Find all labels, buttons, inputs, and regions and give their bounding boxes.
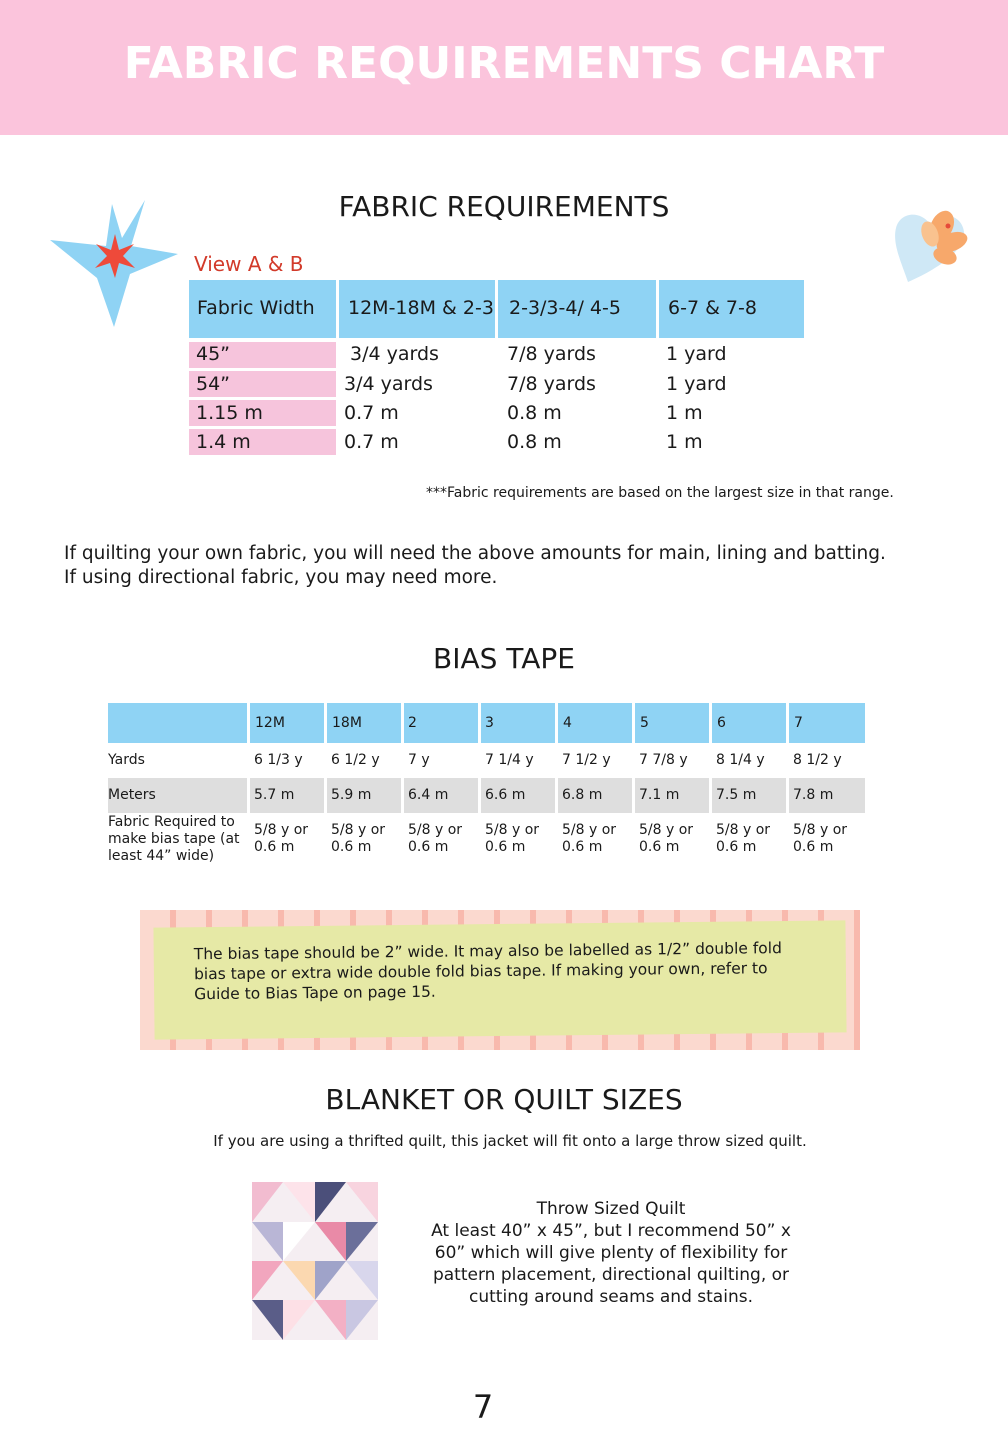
fabric-value-cell: 3/4 yards — [350, 343, 439, 365]
table-divider — [786, 778, 789, 813]
fabric-value-cell: 0.8 m — [507, 402, 562, 424]
bias-fabric-cell: 5/8 y or 0.6 m — [639, 822, 694, 855]
bias-row-label: Fabric Required to — [108, 814, 235, 830]
bias-yards-cell: 7 1/4 y — [485, 752, 534, 768]
fabric-value-cell: 7/8 yards — [507, 373, 596, 395]
bias-header-label: 3 — [485, 715, 494, 731]
fabric-header-label: 6-7 & 7-8 — [668, 297, 757, 319]
quilting-paragraph-line: If using directional fabric, you may need more. — [64, 567, 498, 588]
bias-header-label: 2 — [408, 715, 417, 731]
bias-row-label: Meters — [108, 787, 156, 803]
bias-row-label: make bias tape (at — [108, 831, 240, 847]
bias-header-cell — [558, 703, 632, 743]
bias-fabric-cell: 5/8 y or 0.6 m — [331, 822, 386, 855]
bias-header-label: 6 — [717, 715, 726, 731]
bias-meters-cell: 6.6 m — [485, 787, 526, 803]
bias-header-label: 18M — [332, 715, 362, 731]
bias-tape-title: BIAS TAPE — [433, 642, 575, 675]
table-divider — [709, 778, 712, 813]
quilt-sizes-title: BLANKET OR QUILT SIZES — [325, 1083, 683, 1116]
bias-row-label: Yards — [108, 752, 145, 768]
throw-line: At least 40” x 45”, but I recommend 50” x — [431, 1221, 791, 1241]
fabric-width-cell: 1.15 m — [196, 402, 263, 424]
bias-header-cell — [108, 703, 247, 743]
bias-yards-cell: 7 y — [408, 752, 430, 768]
bias-header-label: 4 — [563, 715, 572, 731]
page-number: 7 — [472, 1388, 494, 1426]
fabric-requirements-title: FABRIC REQUIREMENTS — [338, 190, 670, 223]
callout-line: The bias tape should be 2” wide. It may also be labelled as 1/2” double fold — [193, 939, 782, 964]
fabric-value-cell: 1 yard — [666, 373, 727, 395]
fabric-value-cell: 0.7 m — [344, 431, 399, 453]
bias-meters-cell: 6.8 m — [562, 787, 603, 803]
throw-line: Throw Sized Quilt — [536, 1199, 686, 1219]
bias-header-cell — [404, 703, 478, 743]
bias-header-cell — [327, 703, 401, 743]
view-label: View A & B — [194, 252, 304, 276]
throw-line: cutting around seams and stains. — [469, 1287, 753, 1307]
bias-fabric-cell: 5/8 y or 0.6 m — [716, 822, 771, 855]
fabric-width-cell: 45” — [196, 343, 231, 365]
bias-meters-cell: 7.8 m — [793, 787, 834, 803]
fabric-value-cell: 7/8 yards — [507, 343, 596, 365]
bias-meters-cell: 5.7 m — [254, 787, 295, 803]
table-divider — [555, 778, 558, 813]
callout-line: bias tape or extra wide double fold bias tape. If making your own, refer to — [193, 959, 768, 984]
fabric-value-cell: 1 yard — [666, 343, 727, 365]
fabric-width-cell: 1.4 m — [196, 431, 251, 453]
bias-header-cell — [481, 703, 555, 743]
bias-meters-cell: 6.4 m — [408, 787, 449, 803]
bias-yards-cell: 8 1/4 y — [716, 752, 765, 768]
bias-yards-cell: 8 1/2 y — [793, 752, 842, 768]
bias-fabric-cell: 5/8 y or 0.6 m — [485, 822, 540, 855]
table-divider — [247, 778, 250, 813]
throw-line: pattern placement, directional quilting, or — [432, 1265, 790, 1285]
bias-fabric-cell: 5/8 y or 0.6 m — [254, 822, 309, 855]
table-divider — [401, 778, 404, 813]
quilt-image — [252, 1182, 378, 1340]
throw-line: 60” which will give plenty of flexibility for — [434, 1243, 788, 1263]
quilting-paragraph-line: If quilting your own fabric, you will need the above amounts for main, lining and batting. — [64, 543, 886, 564]
callout-text — [194, 938, 815, 1004]
callout-line: Guide to Bias Tape on page 15. — [194, 982, 436, 1004]
table-divider — [632, 778, 635, 813]
bias-header-cell — [635, 703, 709, 743]
bias-fabric-cell: 5/8 y or 0.6 m — [408, 822, 463, 855]
fabric-header-label: 12M-18M & 2-3 — [348, 297, 494, 319]
bias-meters-cell: 7.5 m — [716, 787, 757, 803]
bias-header-label: 7 — [794, 715, 803, 731]
bias-header-cell — [712, 703, 786, 743]
fabric-value-cell: 0.7 m — [344, 402, 399, 424]
bias-yards-cell: 6 1/3 y — [254, 752, 303, 768]
bias-header-label: 12M — [255, 715, 285, 731]
fabric-value-cell: 1 m — [666, 431, 703, 453]
bias-yards-cell: 6 1/2 y — [331, 752, 380, 768]
page-title: FABRIC REQUIREMENTS CHART — [123, 38, 885, 89]
bias-meters-cell: 5.9 m — [331, 787, 372, 803]
bias-header-cell — [789, 703, 865, 743]
fabric-header-label: 2-3/3-4/ 4-5 — [509, 297, 621, 319]
bias-yards-cell: 7 1/2 y — [562, 752, 611, 768]
quilt-intro: If you are using a thrifted quilt, this jacket will fit onto a large throw sized quilt. — [213, 1132, 807, 1150]
fabric-note: ***Fabric requirements are based on the largest size in that range. — [426, 485, 894, 501]
fabric-header-cell — [189, 280, 336, 338]
fabric-header-cell — [498, 280, 656, 338]
fabric-value-cell: 0.8 m — [507, 431, 562, 453]
fabric-header-cell — [659, 280, 804, 338]
table-divider — [324, 778, 327, 813]
bias-row-label: least 44” wide) — [108, 848, 215, 864]
fabric-header-cell — [339, 280, 495, 338]
bias-header-cell — [250, 703, 324, 743]
fabric-width-cell: 54” — [196, 373, 231, 395]
bias-header-label: 5 — [640, 715, 649, 731]
bias-fabric-cell: 5/8 y or 0.6 m — [562, 822, 617, 855]
bias-meters-cell: 7.1 m — [639, 787, 680, 803]
bias-yards-cell: 7 7/8 y — [639, 752, 688, 768]
fabric-header-label: Fabric Width — [197, 297, 315, 319]
throw-quilt-text — [420, 1198, 802, 1308]
fabric-value-cell: 1 m — [666, 402, 703, 424]
fabric-value-cell: 3/4 yards — [344, 373, 433, 395]
bias-fabric-cell: 5/8 y or 0.6 m — [793, 822, 848, 855]
table-divider — [478, 778, 481, 813]
